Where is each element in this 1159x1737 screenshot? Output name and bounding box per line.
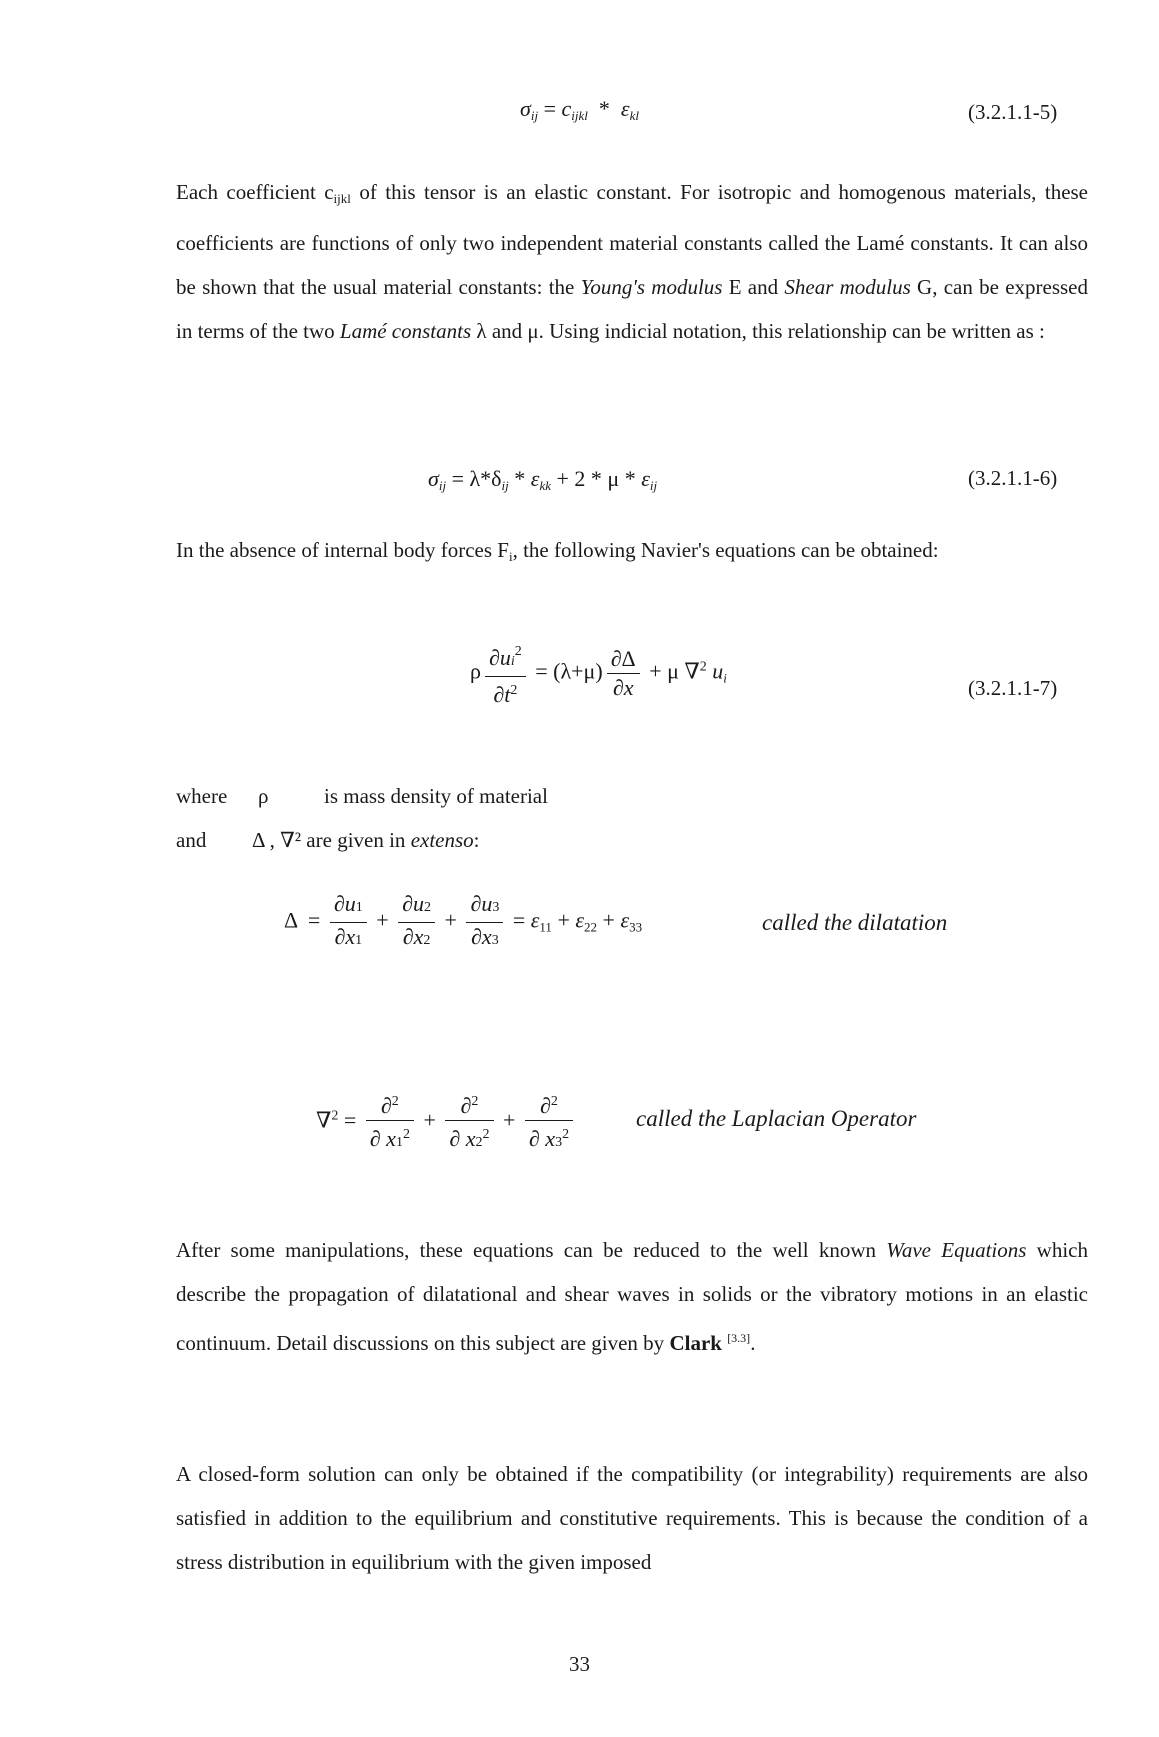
paragraph-elastic-constants: Each coefficient $c_{ijkl}$ of this tensor is an elastic constant. For isotropic and homogenous materials, these coefficients are functions of only two independent material constants called the Lamé constants. It can also be shown that the usual material constants: the Young's modulus E and Shear modulus G, can be expressed in terms of the two Lamé constants λ and μ. Using indicial notation, this relationship can be written as : bbox=[176, 180, 1089, 343]
and-line: and Δ , ∇² are given in extenso: bbox=[176, 828, 480, 852]
equation-lame-relation: $\sigma_{ij} = \lambda*\delta_{ij} * \varepsilon_{kk} + 2 * \mu * \varepsilon_{ij}$ bbox=[428, 466, 658, 493]
paragraph-navier-intro: In the absence of internal body forces $F_i$, the following Navier's equations can be obtained: bbox=[176, 538, 939, 564]
equation-stress-tensor: $\sigma_{ij} = c_{ijkl} * \varepsilon_{kl}$ bbox=[520, 96, 639, 123]
laplacian-label: called the Laplacian Operator bbox=[636, 1106, 917, 1131]
equation-navier: ρ $\frac{\partial ui^2}{\partial t^2}$ = (λ+μ) $\frac{\partial\Delta}{\partial x}$ + μ ∇$^2$ $u_i$ bbox=[470, 638, 727, 709]
where-line: where ρ is mass density of material bbox=[176, 784, 548, 808]
equation-dilatation: Δ = $\frac{\partial u1}{\partial x1}$ + $\frac{\partial u2}{\partial x2}$ + $\frac{\partial u3}{\partial x3}$ = $\varepsilon_{11} + \varepsilon_{22} + \varepsilon_{33}$ bbox=[284, 891, 643, 949]
paragraph-wave-equations: After some manipulations, these equations can be reduced to the well known Wave Equations which describe the propagation of dilatational and shear waves in solids or the vibratory motions in an elastic continuum. Detail discussions on this subject are given by Clark [3.3]. bbox=[176, 1238, 1088, 1355]
paragraph-closed-form: A closed-form solution can only be obtained if the compatibility (or integrability) requirements are also satisfied in addition to the equilibrium and constitutive requirements. This is because the condition of a stress distribution in equilibrium with the given imposed bbox=[176, 1462, 1088, 1574]
dilatation-label: called the dilatation bbox=[762, 910, 948, 935]
equation-laplacian: ∇$^2$ = $\frac{\partial^2}{\partial x1^2}$ + $\frac{\partial^2}{\partial x2^2}$ + $\frac{\partial^2}{\partial x3^2}$ bbox=[316, 1088, 577, 1157]
equation-number-6: (3.2.1.1-6) bbox=[968, 466, 1058, 490]
page-number: 33 bbox=[569, 1652, 590, 1676]
equation-number-7: (3.2.1.1-7) bbox=[968, 676, 1058, 700]
equation-number-5: (3.2.1.1-5) bbox=[968, 100, 1058, 124]
